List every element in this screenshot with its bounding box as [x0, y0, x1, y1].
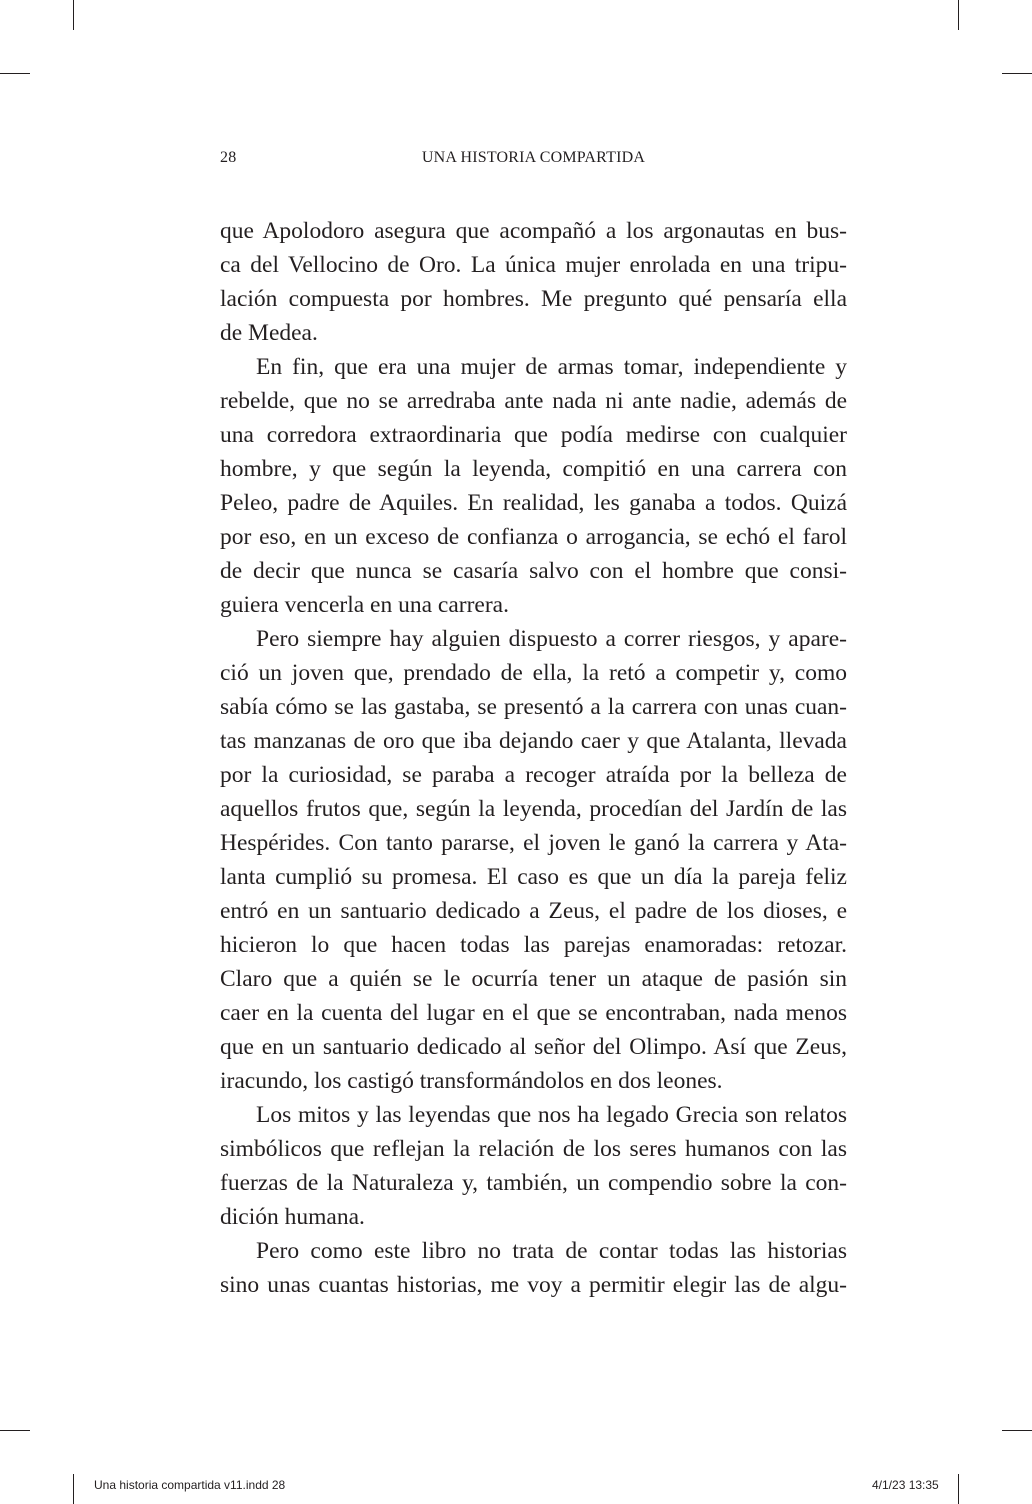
page-number: 28: [220, 149, 237, 166]
text-line: Los mitos y las leyendas que nos ha legado Grecia son relatos: [256, 1102, 847, 1128]
text-line: lanta cumplió su promesa. El caso es que un día la pareja feliz: [220, 864, 847, 890]
crop-mark-bottom-right: [958, 1474, 959, 1504]
text-line: sino unas cuantas historias, me voy a permitir elegir las de algu-: [220, 1272, 847, 1298]
text-line: rebelde, que no se arredraba ante nada ni ante nadie, además de: [220, 388, 847, 414]
crop-mark-left-upper: [0, 73, 30, 74]
text-line: caer en la cuenta del lugar en el que se encontraban, nada menos: [220, 1000, 847, 1026]
body-text: [220, 214, 847, 1302]
crop-mark-top-left: [73, 0, 74, 30]
text-line: tas manzanas de oro que iba dejando caer y que Atalanta, llevada: [220, 728, 847, 754]
text-line: iracundo, los castigó transformándolos en dos leones.: [220, 1068, 723, 1094]
text-line: sabía cómo se las gastaba, se presentó a la carrera con unas cuan-: [220, 694, 847, 720]
text-line: fuerzas de la Naturaleza y, también, un compendio sobre la con-: [220, 1170, 847, 1196]
text-line: En fin, que era una mujer de armas tomar, independiente y: [256, 354, 847, 380]
text-line: por eso, en un exceso de confianza o arrogancia, se echó el farol: [220, 524, 847, 550]
text-line: Peleo, padre de Aquiles. En realidad, les ganaba a todos. Quizá: [220, 490, 847, 516]
running-title: UNA HISTORIA COMPARTIDA: [421, 149, 646, 166]
crop-mark-left-lower: [0, 1430, 30, 1431]
text-line: Pero siempre hay alguien dispuesto a correr riesgos, y apare-: [256, 626, 847, 652]
text-line: simbólicos que reflejan la relación de los seres humanos con las: [220, 1136, 847, 1162]
text-line: lación compuesta por hombres. Me pregunto qué pensaría ella: [220, 286, 847, 312]
slug-file-name: Una historia compartida v11.indd 28: [94, 1478, 286, 1492]
text-line: dición humana.: [220, 1204, 365, 1230]
text-line: que Apolodoro asegura que acompañó a los argonautas en bus-: [220, 218, 847, 244]
slug-date-time: 4/1/23 13:35: [872, 1478, 939, 1492]
text-line: una corredora extraordinaria que podía medirse con cualquier: [220, 422, 847, 448]
crop-mark-bottom-left: [73, 1474, 74, 1504]
crop-mark-right-upper: [1002, 73, 1032, 74]
text-line: que en un santuario dedicado al señor del Olimpo. Así que Zeus,: [220, 1034, 847, 1060]
text-line: por la curiosidad, se paraba a recoger atraída por la belleza de: [220, 762, 847, 788]
text-line: Hespérides. Con tanto pararse, el joven le ganó la carrera y Ata-: [220, 830, 847, 856]
text-line: entró en un santuario dedicado a Zeus, el padre de los dioses, e: [220, 898, 847, 924]
text-line: hombre, y que según la leyenda, compitió en una carrera con: [220, 456, 847, 482]
text-line: Claro que a quién se le ocurría tener un ataque de pasión sin: [220, 966, 847, 992]
running-head: [220, 149, 847, 173]
text-line: aquellos frutos que, según la leyenda, procedían del Jardín de las: [220, 796, 847, 822]
text-line: ció un joven que, prendado de ella, la retó a competir y, como: [220, 660, 847, 686]
crop-mark-top-right: [958, 0, 959, 30]
text-line: Pero como este libro no trata de contar todas las historias: [256, 1238, 847, 1264]
text-line: ca del Vellocino de Oro. La única mujer enrolada en una tripu-: [220, 252, 847, 278]
text-line: hicieron lo que hacen todas las parejas enamoradas: retozar.: [220, 932, 847, 958]
crop-mark-right-lower: [1002, 1430, 1032, 1431]
text-line: de Medea.: [220, 320, 318, 346]
text-line: de decir que nunca se casaría salvo con el hombre que consi-: [220, 558, 847, 584]
text-line: guiera vencerla en una carrera.: [220, 592, 509, 618]
